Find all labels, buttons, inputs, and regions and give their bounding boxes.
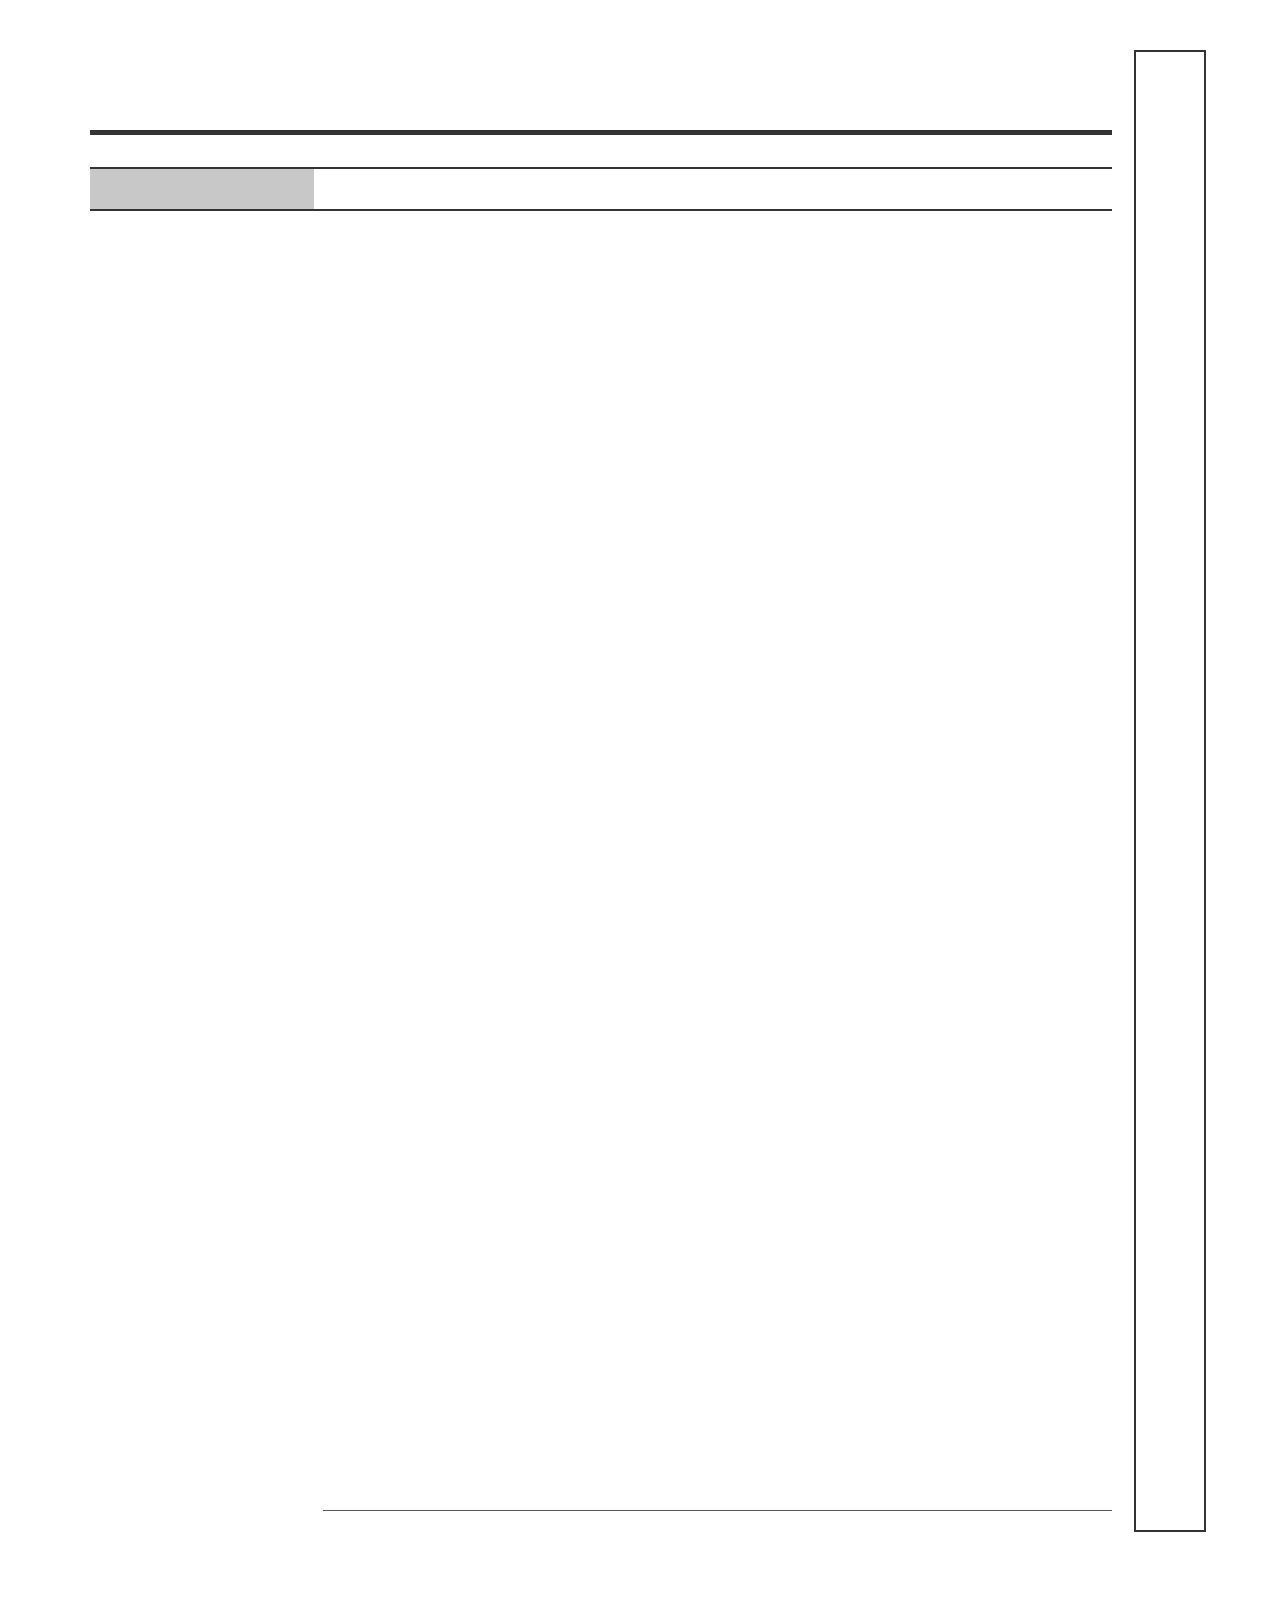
section-tabs: [1134, 50, 1206, 1532]
top-rule: [90, 130, 1112, 135]
troubleshooting-table: [90, 167, 1112, 211]
bottom-rule: [323, 1510, 1112, 1511]
header-problem: [90, 169, 314, 209]
table-header: [90, 167, 1112, 211]
